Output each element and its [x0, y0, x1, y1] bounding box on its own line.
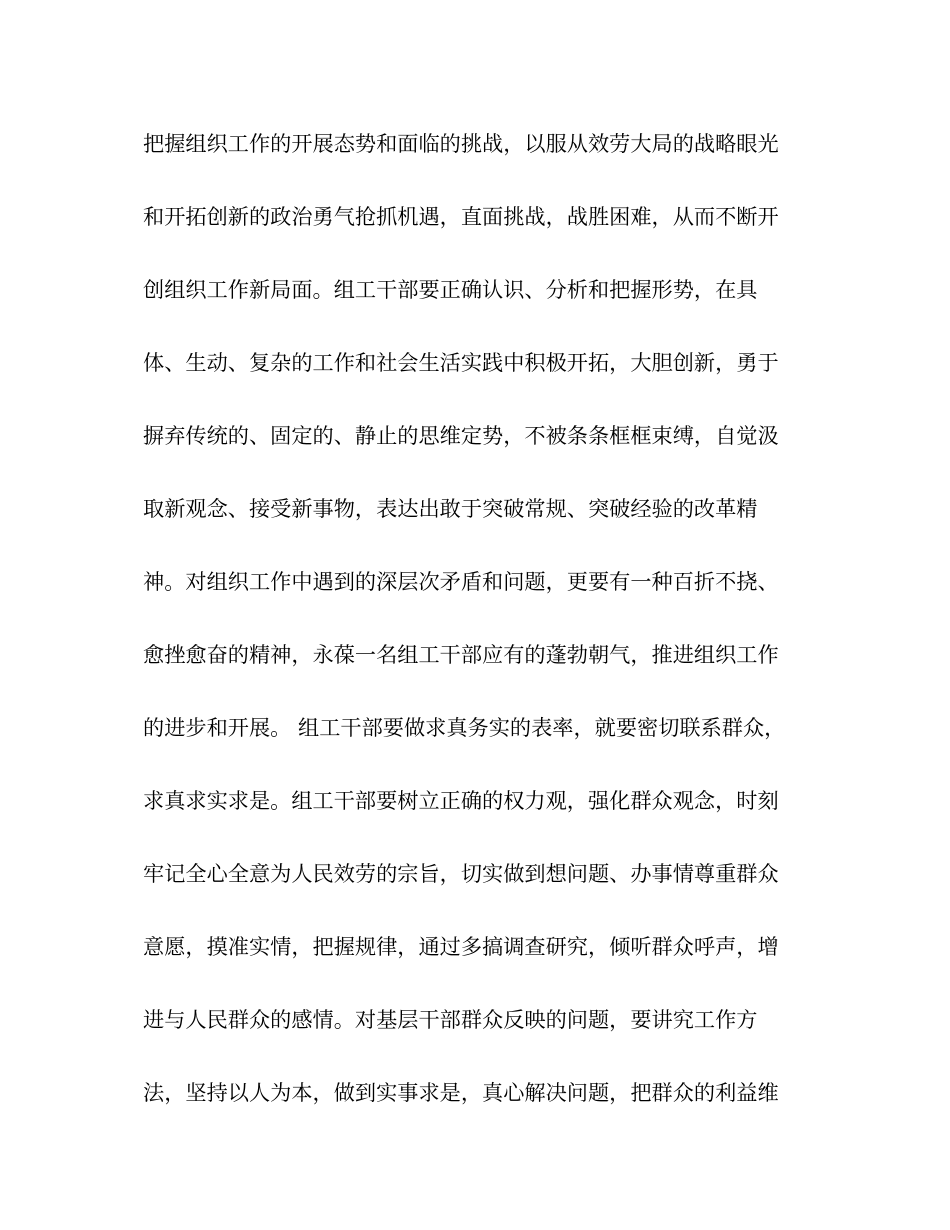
text-line-14: 法，坚持以人为本，做到实事求是，真心解决问题，把群众的利益维	[143, 1080, 779, 1105]
text-line-10: 求真求实求是。组工干部要树立正确的权力观，强化群众观念，时刻	[143, 788, 779, 813]
text-line-12: 意愿，摸准实情，把握规律，通过多搞调查研究，倾听群众呼声，增	[143, 934, 779, 959]
text-line-3: 创组织工作新局面。组工干部要正确认识、分析和把握形势，在具	[143, 277, 758, 302]
text-line-1: 把握组织工作的开展态势和面临的挑战，以服从效劳大局的战略眼光	[143, 131, 779, 156]
text-line-8: 愈挫愈奋的精神，永葆一名组工干部应有的蓬勃朝气，推进组织工作	[143, 642, 779, 667]
text-line-11: 牢记全心全意为人民效劳的宗旨，切实做到想问题、办事情尊重群众	[143, 861, 779, 886]
text-line-4: 体、生动、复杂的工作和社会生活实践中积极开拓，大胆创新，勇于	[143, 350, 779, 375]
body-text	[143, 124, 803, 1146]
text-line-5: 摒弃传统的、固定的、静止的思维定势，不被条条框框束缚，自觉汲	[143, 423, 779, 448]
text-line-6: 取新观念、接受新事物，表达出敢于突破常规、突破经验的改革精	[143, 496, 758, 521]
text-line-2: 和开拓创新的政治勇气抢抓机遇，直面挑战，战胜困难，从而不断开	[143, 204, 779, 229]
text-line-13: 进与人民群众的感情。对基层干部群众反映的问题，要讲究工作方	[143, 1007, 758, 1032]
text-line-9: 的进步和开展。 组工干部要做求真务实的表率，就要密切联系群众，	[143, 715, 786, 740]
text-line-7: 神。对组织工作中遇到的深层次矛盾和问题，更要有一种百折不挠、	[143, 569, 779, 594]
